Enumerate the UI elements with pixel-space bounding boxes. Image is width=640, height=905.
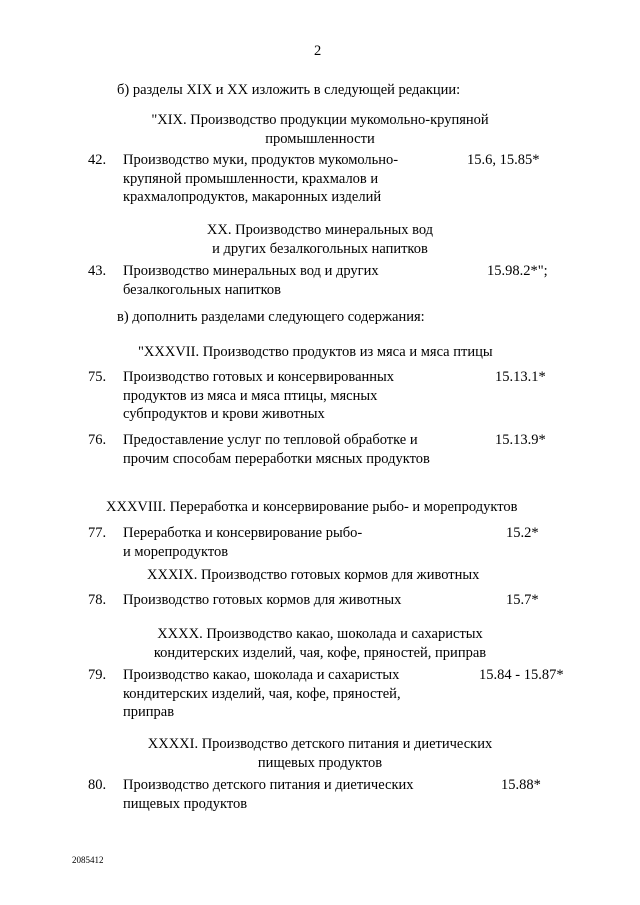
item-number: 42.	[88, 152, 107, 168]
item-number: 80.	[88, 777, 107, 793]
section-heading-line: кондитерских изделий, чая, кофе, пряностей, приправ	[153, 644, 487, 661]
section-heading-line: пищевых продуктов	[257, 754, 383, 771]
item-line: безалкогольных напитков	[123, 281, 282, 298]
item-line: пищевых продуктов	[123, 795, 248, 812]
item-description	[123, 591, 401, 610]
item-number: 77.	[88, 525, 107, 541]
section-heading-line: и других безалкогольных напитков	[212, 240, 428, 257]
item-line: Предоставление услуг по тепловой обработке и	[123, 432, 418, 448]
item-line: Переработка и консервирование рыбо-	[123, 525, 363, 541]
section-heading-line: "XIX. Производство продукции мукомольно-крупяной	[151, 112, 489, 128]
section-heading-line: XXXXI. Производство детского питания и диетических	[147, 736, 493, 752]
section-heading-line: XX. Производство минеральных вод	[206, 222, 434, 238]
item-code: 15.84 - 15.87*	[479, 667, 564, 683]
item-line: кондитерских изделий, чая, кофе, пряностей,	[123, 685, 401, 702]
item-code: 15.13.1*	[495, 369, 546, 385]
item-code: 15.7*	[506, 592, 539, 608]
footer-document-code: 2085412	[72, 855, 104, 865]
item-code: 15.98.2*";	[487, 263, 548, 279]
item-line: субпродуктов и крови животных	[123, 406, 325, 422]
item-line: и морепродуктов	[123, 543, 229, 560]
item-description	[123, 262, 379, 299]
section-heading-xix	[120, 111, 520, 148]
item-description	[123, 151, 398, 207]
section-heading-xxxix: XXXIX. Производство готовых кормов для животных	[147, 567, 480, 583]
item-line: прочим способам переработки мясных продуктов	[123, 450, 430, 467]
item-description	[123, 666, 401, 722]
item-line: приправ	[123, 704, 175, 720]
item-number: 76.	[88, 432, 107, 448]
item-code: 15.88*	[501, 777, 541, 793]
item-number: 79.	[88, 667, 107, 683]
item-code: 15.6, 15.85*	[467, 152, 540, 168]
item-line: Производство детского питания и диетических	[123, 777, 414, 793]
item-code: 15.2*	[506, 525, 539, 541]
item-number: 75.	[88, 369, 107, 385]
item-line: крупяной промышленности, крахмалов и	[123, 170, 379, 187]
intro-b: б) разделы XIX и XX изложить в следующей редакции:	[117, 82, 461, 98]
item-description	[123, 368, 394, 424]
section-heading-xx	[120, 221, 520, 258]
intro-v: в) дополнить разделами следующего содержания:	[117, 309, 425, 325]
section-heading-xxxx	[110, 625, 530, 662]
item-line: Производство готовых кормов для животных	[123, 592, 402, 608]
item-line: Производство минеральных вод и других	[123, 263, 379, 279]
item-description	[123, 524, 362, 561]
item-line: Производство готовых и консервированных	[123, 369, 395, 385]
item-description	[123, 776, 414, 813]
item-line: Производство муки, продуктов мукомольно-	[123, 152, 399, 168]
section-heading-xxxvii: "XXXVII. Производство продуктов из мяса и мяса птицы	[138, 344, 493, 360]
section-heading-line: промышленности	[265, 130, 375, 147]
item-code: 15.13.9*	[495, 432, 546, 448]
item-line: Производство какао, шоколада и сахаристых	[123, 667, 400, 683]
section-heading-xxxviii: XXXVIII. Переработка и консервирование рыбо- и морепродуктов	[106, 499, 518, 515]
item-number: 43.	[88, 263, 107, 279]
page-number: 2	[314, 43, 322, 59]
section-heading-xxxxi	[110, 735, 530, 772]
section-heading-line: XXXX. Производство какао, шоколада и сахаристых	[157, 626, 483, 642]
item-line: крахмалопродуктов, макаронных изделий	[123, 189, 382, 205]
item-number: 78.	[88, 592, 107, 608]
item-line: продуктов из мяса и мяса птицы, мясных	[123, 387, 378, 404]
item-description	[123, 431, 430, 468]
